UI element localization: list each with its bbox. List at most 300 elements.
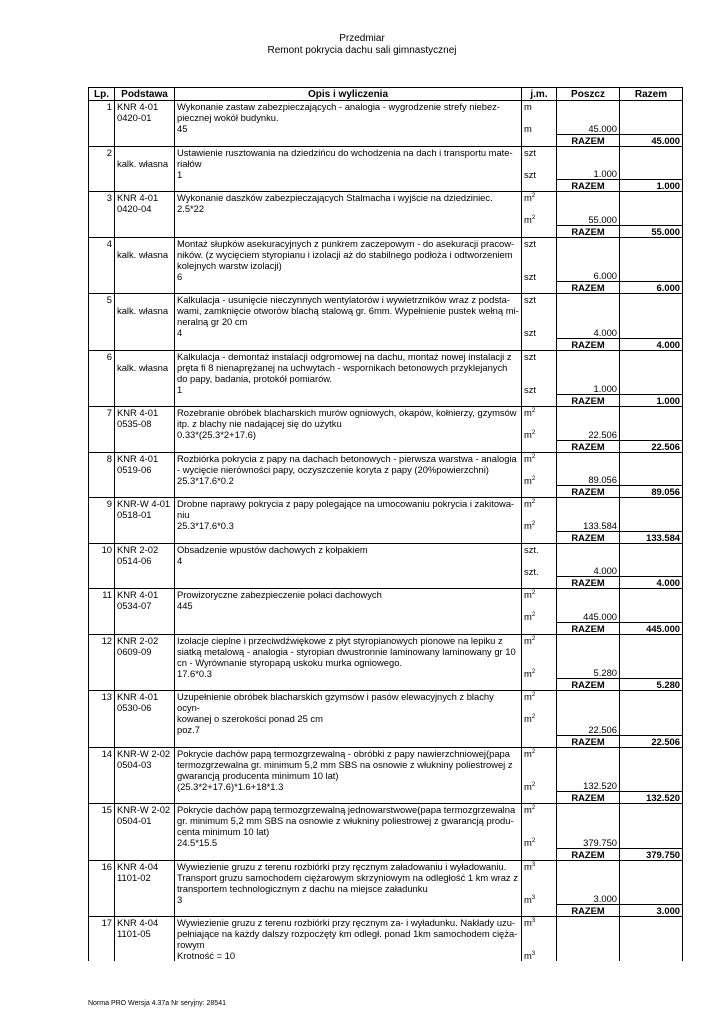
row-poszcz: 445.000 (557, 589, 620, 623)
row-jm-top: szt (524, 237, 536, 249)
row-lp: 10 (89, 543, 115, 577)
row-jm-top: m (524, 101, 532, 112)
row-calc: 4 (177, 554, 183, 566)
row-lp: 3 (89, 192, 115, 226)
row-opis-text: Montaż słupków asekuracyjnych z punkrem zaczepowym - do asekuracji pracow- ników. (z wycięciem styropianu i izolacji aż do stabilnego podłoża i odtworzeniem kolejnych warstw izolacji) (177, 237, 515, 271)
razem-row (89, 486, 683, 498)
row-poszcz: 3.000 (557, 860, 620, 905)
row-calc: 25.3*17.6*0.2 (177, 474, 234, 486)
table-row (89, 101, 683, 135)
row-razem-blank (620, 691, 683, 736)
row-poszcz: 132.520 (557, 747, 620, 792)
row-jm-spacer (524, 928, 554, 950)
razem-blank (89, 848, 115, 860)
table-row (89, 192, 683, 226)
razem-blank (175, 225, 522, 237)
row-podstawa: KNR 4-01 0535-08 (115, 407, 175, 441)
row-calc: 1 (177, 383, 183, 395)
razem-blank (522, 395, 557, 407)
row-jm (522, 407, 557, 441)
razem-row (89, 679, 683, 691)
razem-blank (89, 679, 115, 691)
row-poszcz (557, 917, 620, 962)
row-opis-text: Izolacje cieplne i przeciwdźwiękowe z płyt styropianowych pionowe na lepiku z siatką metalową - analogia - styropian dwustronnie laminowany laminowany gr 10 cn - Wyrównanie styropapą uskoku murka ogniowego. (177, 634, 516, 668)
row-opis-text: Uzupełnienie obróbek blacharskich gzymsów i pasów elewacyjnych z blachy ocyn- kowanej o szerokości ponad 25 cm (177, 691, 494, 724)
razem-row (89, 440, 683, 452)
row-poszcz: 22.506 (557, 407, 620, 441)
razem-label: RAZEM (557, 282, 620, 294)
row-jm-bottom: $m^2$ (524, 474, 536, 486)
row-opis (175, 350, 522, 395)
razem-blank (115, 905, 175, 917)
row-opis (175, 498, 522, 532)
row-razem-blank (620, 146, 683, 180)
col-header-jm: j.m. (522, 88, 557, 101)
row-opis (175, 691, 522, 736)
razem-blank (522, 848, 557, 860)
col-header-podstawa: Podstawa (115, 88, 175, 101)
row-podstawa: KNR 4-04 1101-05 (115, 917, 175, 962)
razem-row (89, 735, 683, 747)
row-razem-blank (620, 804, 683, 849)
col-header-razem: Razem (620, 88, 683, 101)
row-lp: 15 (89, 804, 115, 849)
razem-blank (115, 679, 175, 691)
razem-label: RAZEM (557, 440, 620, 452)
row-calc: 4 (177, 327, 183, 338)
razem-label: RAZEM (557, 338, 620, 350)
razem-value: 1.000 (620, 395, 683, 407)
row-razem-blank (620, 589, 683, 623)
razem-value: 4.000 (620, 338, 683, 350)
row-razem-blank (620, 407, 683, 441)
row-jm-spacer (524, 362, 554, 384)
row-jm-bottom: szt. (524, 565, 539, 577)
row-lp: 12 (89, 634, 115, 679)
row-podstawa: KNR 4-01 0534-07 (115, 589, 175, 623)
row-jm-top: szt (524, 146, 536, 158)
razem-blank (522, 622, 557, 634)
row-podstawa: KNR 2-02 0514-06 (115, 543, 175, 577)
row-jm-top: $m^2$ (524, 747, 536, 759)
row-jm-bottom: $m^2$ (524, 429, 536, 440)
col-header-lp: Lp. (89, 88, 115, 101)
row-jm-bottom: $m^2$ (524, 520, 536, 531)
razem-blank (522, 282, 557, 294)
razem-row (89, 282, 683, 294)
row-poszcz: 1.000 (557, 350, 620, 395)
row-jm (522, 747, 557, 792)
row-podstawa: KNR-W 2-02 0504-01 (115, 804, 175, 849)
row-jm-spacer (524, 509, 554, 520)
razem-blank (89, 531, 115, 543)
row-jm-spacer (524, 600, 554, 611)
row-opis (175, 804, 522, 849)
razem-blank (89, 338, 115, 350)
razem-blank (522, 792, 557, 804)
row-jm (522, 294, 557, 339)
razem-blank (89, 282, 115, 294)
row-jm (522, 237, 557, 282)
row-poszcz: 22.506 (557, 691, 620, 736)
row-calc: 1 (177, 168, 183, 180)
row-opis (175, 237, 522, 282)
row-lp: 1 (89, 101, 115, 135)
razem-row (89, 180, 683, 192)
row-lp: 9 (89, 498, 115, 532)
razem-label: RAZEM (557, 395, 620, 407)
row-calc: 45 (177, 123, 188, 134)
row-poszcz: 4.000 (557, 294, 620, 339)
razem-blank (522, 735, 557, 747)
razem-row (89, 622, 683, 634)
row-jm (522, 634, 557, 679)
row-opis-text: Kalkulacja - usunięcie nieczynnych wentylatorów i wywietrzników wraz z podsta- wami, zamknięcie otworów blachą stalową gr. 6mm. Wypełnienie pustek wełną mi- neralną gr 20 cm (177, 294, 519, 327)
table-row (89, 350, 683, 395)
row-calc: 24.5*15.5 (177, 837, 218, 848)
row-podstawa: KNR 4-04 1101-02 (115, 860, 175, 905)
przedmiar-table (88, 87, 683, 961)
row-opis-text: Obsadzenie wpustów dachowych z kołpakiem (177, 543, 368, 555)
razem-blank (115, 225, 175, 237)
razem-row (89, 134, 683, 146)
razem-blank (115, 531, 175, 543)
row-jm-spacer (524, 249, 554, 271)
row-jm (522, 498, 557, 532)
razem-value: 22.506 (620, 440, 683, 452)
razem-label: RAZEM (557, 577, 620, 589)
razem-blank (522, 134, 557, 146)
razem-blank (175, 134, 522, 146)
row-jm-bottom: szt (524, 168, 536, 180)
razem-blank (115, 180, 175, 192)
row-jm-spacer (524, 418, 554, 429)
table-row (89, 917, 683, 962)
razem-value: 55.000 (620, 225, 683, 237)
razem-label: RAZEM (557, 486, 620, 498)
row-podstawa: KNR-W 2-02 0504-03 (115, 747, 175, 792)
razem-blank (115, 486, 175, 498)
row-opis (175, 917, 522, 962)
razem-blank (89, 792, 115, 804)
razem-blank (175, 848, 522, 860)
razem-label: RAZEM (557, 180, 620, 192)
row-jm (522, 589, 557, 623)
row-lp: 6 (89, 350, 115, 395)
row-opis (175, 294, 522, 339)
razem-label: RAZEM (557, 622, 620, 634)
row-opis-text: Wywiezienie gruzu z terenu rozbiórki przy ręcznym załadowaniu i wyładowaniu. Transport gruzu samochodem ciężarowym skrzyniowym na odległość 1 km wraz z transportem technologicznym z dachu na miejsce załadunku (177, 860, 518, 894)
razem-row (89, 848, 683, 860)
razem-value: 5.280 (620, 679, 683, 691)
razem-label: RAZEM (557, 848, 620, 860)
razem-row (89, 531, 683, 543)
table-row (89, 589, 683, 623)
row-lp: 14 (89, 747, 115, 792)
row-calc: (25.3*2+17.6)*1.6+18*1.3 (177, 780, 284, 792)
razem-value: 445.000 (620, 622, 683, 634)
row-jm-spacer (524, 815, 554, 837)
razem-blank (522, 531, 557, 543)
row-razem-blank (620, 192, 683, 226)
razem-blank (89, 134, 115, 146)
row-jm-spacer (524, 112, 554, 123)
row-poszcz: 89.056 (557, 452, 620, 486)
razem-blank (175, 577, 522, 589)
row-jm (522, 917, 557, 962)
row-calc: 25.3*17.6*0.3 (177, 520, 234, 531)
document-title: Przedmiar (339, 33, 385, 44)
row-lp: 11 (89, 589, 115, 623)
row-poszcz: 55.000 (557, 192, 620, 226)
row-lp: 5 (89, 294, 115, 339)
table-row (89, 452, 683, 486)
razem-blank (89, 735, 115, 747)
row-jm-top: $m^3$ (524, 917, 536, 928)
row-jm-bottom: $m^2$ (524, 667, 536, 679)
row-jm (522, 452, 557, 486)
row-jm-spacer (524, 646, 554, 668)
row-podstawa: KNR 4-01 0420-01 (115, 101, 175, 135)
row-poszcz: 4.000 (557, 543, 620, 577)
razem-label: RAZEM (557, 134, 620, 146)
razem-blank (175, 486, 522, 498)
razem-value: 3.000 (620, 905, 683, 917)
document-subtitle: Remont pokrycia dachu sali gimnastycznej (267, 45, 457, 56)
row-lp: 17 (89, 917, 115, 962)
razem-blank (175, 792, 522, 804)
razem-row (89, 338, 683, 350)
row-razem-blank (620, 634, 683, 679)
row-calc: 3 (177, 893, 183, 905)
razem-blank (522, 338, 557, 350)
razem-value: 6.000 (620, 282, 683, 294)
row-jm-top: $m^2$ (524, 634, 536, 646)
row-opis (175, 747, 522, 792)
row-jm-top: szt (524, 350, 536, 362)
row-jm-bottom: szt (524, 327, 536, 338)
row-opis-text: Ustawienie rusztowania na dziedzińcu do wchodzenia na dach i transportu mate- riałów (177, 146, 513, 169)
razem-blank (175, 622, 522, 634)
row-calc: poz.7 (177, 724, 200, 735)
razem-value: 132.520 (620, 792, 683, 804)
razem-row (89, 792, 683, 804)
row-calc: 6 (177, 270, 183, 282)
row-opis (175, 543, 522, 577)
row-jm-spacer (524, 305, 554, 327)
table-header-row (89, 88, 683, 101)
row-jm-top: $m^3$ (524, 860, 536, 872)
row-jm-top: $m^2$ (524, 407, 536, 418)
row-jm-bottom: szt (524, 383, 536, 395)
row-opis (175, 860, 522, 905)
row-calc: 17.6*0.3 (177, 667, 212, 679)
razem-blank (115, 282, 175, 294)
row-poszcz: 45.000 (557, 101, 620, 135)
razem-row (89, 905, 683, 917)
razem-blank (175, 282, 522, 294)
row-opis-text: Wykonanie zastaw zabezpieczających - analogia - wygrodzenie strefy niebez- piecznej wokół budynku. (177, 101, 500, 123)
row-lp: 16 (89, 860, 115, 905)
razem-blank (89, 225, 115, 237)
razem-value: 1.000 (620, 180, 683, 192)
row-opis-text: Prowizoryczne zabezpieczenie połaci dachowych (177, 589, 382, 600)
footer-software-info: Norma PRO Wersja 4.37a Nr seryjny: 28541 (88, 1000, 226, 1007)
row-jm-spacer (524, 158, 554, 169)
row-jm-spacer (524, 203, 554, 214)
row-opis-text: Pokrycie dachów papą termozgrzewalną - obróbki z papy nawierzchniowej(papa termozgrzewalna gr. minimum 5,2 mm SBS na osnowie z włukniny poliestrowej z gwarancją producenta minimum 10 lat) (177, 747, 513, 781)
row-jm-top: szt. (524, 543, 539, 555)
row-calc: 0.33*(25.3*2+17.6) (177, 429, 256, 440)
row-jm-bottom: $m^2$ (524, 214, 536, 225)
razem-blank (115, 622, 175, 634)
row-jm-spacer (524, 464, 554, 475)
razem-label: RAZEM (557, 225, 620, 237)
row-razem-blank (620, 237, 683, 282)
razem-label: RAZEM (557, 679, 620, 691)
row-jm-top: szt (524, 294, 536, 305)
razem-row (89, 225, 683, 237)
row-opis-text: Wykonanie daszków zabezpieczających Stalmacha i wyjście na dziedziniec. (177, 192, 493, 203)
row-razem-blank (620, 452, 683, 486)
row-razem-blank (620, 747, 683, 792)
razem-blank (89, 622, 115, 634)
row-lp: 8 (89, 452, 115, 486)
row-jm-top: $m^2$ (524, 498, 536, 509)
row-podstawa: kalk. własna (115, 294, 175, 339)
row-razem-blank (620, 498, 683, 532)
row-opis (175, 101, 522, 135)
razem-blank (115, 735, 175, 747)
table-row (89, 634, 683, 679)
razem-blank (522, 225, 557, 237)
row-podstawa: KNR-W 4-01 0518-01 (115, 498, 175, 532)
razem-blank (522, 905, 557, 917)
razem-blank (522, 679, 557, 691)
row-opis-text: Rozbiórka pokrycia z papy na dachach betonowych - pierwsza warstwa - analogia - wycięcie nierówności papy, oczyszczenie koryta z papy (20%powierzchni) (177, 452, 517, 475)
razem-label: RAZEM (557, 531, 620, 543)
row-jm-top: $m^2$ (524, 691, 536, 702)
razem-blank (175, 679, 522, 691)
row-opis (175, 589, 522, 623)
row-jm-top: $m^2$ (524, 452, 536, 464)
razem-blank (522, 486, 557, 498)
row-jm-bottom: $m^2$ (524, 837, 536, 848)
razem-blank (89, 180, 115, 192)
razem-blank (89, 905, 115, 917)
row-poszcz: 5.280 (557, 634, 620, 679)
row-podstawa: KNR 4-01 0420-04 (115, 192, 175, 226)
razem-value: 379.750 (620, 848, 683, 860)
col-header-poszcz: Poszcz (557, 88, 620, 101)
row-jm-spacer (524, 872, 554, 894)
row-jm (522, 192, 557, 226)
row-jm-bottom: m (524, 123, 532, 134)
row-podstawa: kalk. własna (115, 350, 175, 395)
razem-blank (175, 338, 522, 350)
razem-value: 89.056 (620, 486, 683, 498)
row-jm-top: $m^2$ (524, 804, 536, 815)
row-podstawa: kalk. własna (115, 146, 175, 180)
row-razem-blank (620, 543, 683, 577)
razem-blank (89, 440, 115, 452)
row-opis (175, 634, 522, 679)
row-podstawa: KNR 4-01 0530-06 (115, 691, 175, 736)
row-opis (175, 192, 522, 226)
row-lp: 7 (89, 407, 115, 441)
table-row (89, 804, 683, 849)
razem-blank (175, 440, 522, 452)
row-opis-text: Rozebranie obróbek blacharskich murów ogniowych, okapów, kołnierzy, gzymsów itp. z blachy nie nadającej się do użytku (177, 407, 517, 429)
razem-blank (115, 338, 175, 350)
table-row (89, 407, 683, 441)
razem-blank (115, 848, 175, 860)
row-calc: 445 (177, 600, 193, 611)
razem-blank (115, 134, 175, 146)
table-row (89, 691, 683, 736)
table-row (89, 294, 683, 339)
row-jm-bottom: $m^2$ (524, 611, 536, 622)
row-jm (522, 101, 557, 135)
razem-blank (89, 577, 115, 589)
row-opis-text: Wywiezienie gruzu z terenu rozbiórki przy ręcznym za- i wyładunku. Nakłady uzu- pełniające na każdy dalszy rozpoczęty km odległ. ponad 1km samochodem cięża- rowym (177, 917, 518, 950)
row-jm-top: $m^2$ (524, 589, 536, 600)
razem-blank (175, 531, 522, 543)
row-razem-blank (620, 350, 683, 395)
razem-blank (115, 440, 175, 452)
razem-value: 45.000 (620, 134, 683, 146)
row-razem-blank (620, 294, 683, 339)
table-row (89, 146, 683, 180)
razem-label: RAZEM (557, 792, 620, 804)
row-jm-bottom: $m^3$ (524, 950, 536, 961)
row-jm-spacer (524, 759, 554, 781)
row-calc: Krotność = 10 (177, 950, 236, 961)
row-podstawa: KNR 2-02 0609-09 (115, 634, 175, 679)
razem-label: RAZEM (557, 905, 620, 917)
row-jm (522, 860, 557, 905)
row-podstawa: kalk. własna (115, 237, 175, 282)
table-body (89, 101, 683, 962)
razem-blank (522, 180, 557, 192)
razem-blank (89, 395, 115, 407)
row-jm (522, 543, 557, 577)
row-poszcz: 379.750 (557, 804, 620, 849)
row-opis (175, 407, 522, 441)
row-jm-spacer (524, 702, 554, 713)
row-opis-text: Pokrycie dachów papą termozgrzewalną jednowarstwowe(papa termozgrzewalna gr. minimum 5,2 mm SBS na osnowie z włukniny poliestrowej z gwarancją produ- centa minimum 10 lat) (177, 804, 516, 837)
razem-blank (175, 180, 522, 192)
row-opis (175, 452, 522, 486)
row-razem-blank (620, 860, 683, 905)
row-podstawa: KNR 4-01 0519-06 (115, 452, 175, 486)
row-jm (522, 804, 557, 849)
col-header-opis: Opis i wyliczenia (175, 88, 522, 101)
row-razem-blank (620, 101, 683, 135)
razem-value: 4.000 (620, 577, 683, 589)
row-jm (522, 146, 557, 180)
razem-blank (115, 577, 175, 589)
razem-blank (175, 735, 522, 747)
table-row (89, 543, 683, 577)
razem-label: RAZEM (557, 735, 620, 747)
row-opis-text: Drobne naprawy pokrycia z papy polegające na umocowaniu pokrycia i zakitowa- niu (177, 498, 515, 520)
row-calc: 2.5*22 (177, 203, 205, 214)
row-jm-bottom: $m^2$ (524, 780, 536, 792)
razem-row (89, 577, 683, 589)
razem-value: 133.584 (620, 531, 683, 543)
razem-blank (522, 440, 557, 452)
